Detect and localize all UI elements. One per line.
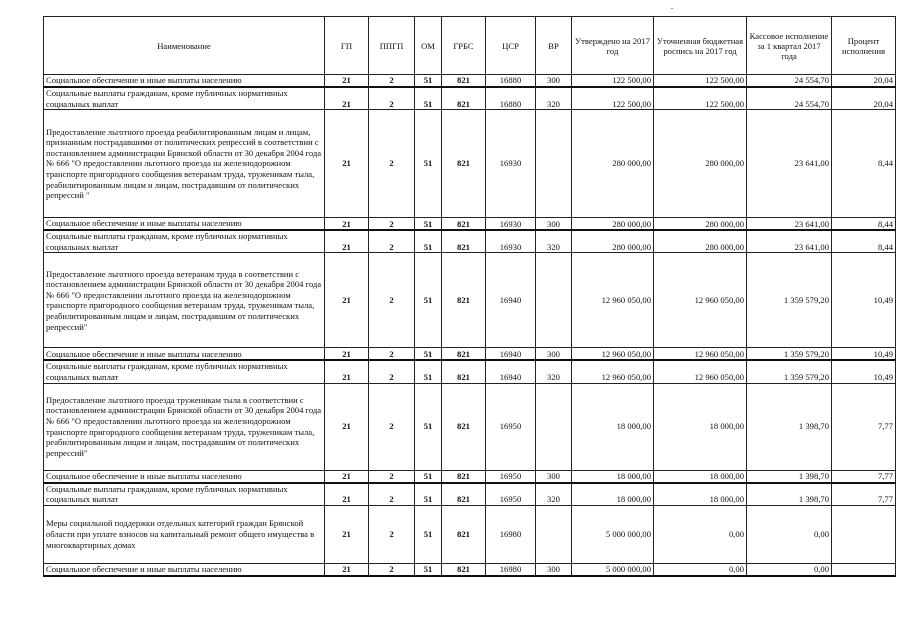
cell-grbs: 821 — [442, 348, 486, 361]
cell-vr — [536, 383, 572, 470]
cell-revised: 280 000,00 — [654, 218, 747, 231]
cell-cash: 1 359 579,20 — [747, 360, 832, 383]
cell-gp: 21 — [325, 505, 369, 563]
cell-om: 51 — [415, 360, 442, 383]
cell-om: 51 — [415, 563, 442, 576]
column-header-gp: ГП — [325, 17, 369, 75]
table-row — [44, 230, 896, 253]
cell-revised: 122 500,00 — [654, 87, 747, 110]
cell-percent: 8,44 — [832, 110, 896, 218]
cell-csr: 16940 — [486, 360, 536, 383]
table-row — [44, 110, 896, 218]
cell-csr: 16930 — [486, 230, 536, 253]
cell-grbs: 821 — [442, 470, 486, 483]
cell-grbs: 821 — [442, 383, 486, 470]
cell-gp: 21 — [325, 348, 369, 361]
table-row — [44, 563, 896, 576]
cell-revised: 0,00 — [654, 563, 747, 576]
table-row — [44, 505, 896, 563]
cell-cash: 1 359 579,20 — [747, 348, 832, 361]
cell-approved: 5 000 000,00 — [572, 505, 654, 563]
cell-vr — [536, 253, 572, 348]
cell-vr: 300 — [536, 218, 572, 231]
cell-om: 51 — [415, 348, 442, 361]
column-header-percent: Процент исполнения — [832, 17, 896, 75]
cell-cash: 0,00 — [747, 505, 832, 563]
cell-percent — [832, 563, 896, 576]
cell-vr: 320 — [536, 87, 572, 110]
table-row — [44, 483, 896, 506]
table-row — [44, 348, 896, 361]
cell-approved: 122 500,00 — [572, 75, 654, 88]
cell-percent: 7,77 — [832, 470, 896, 483]
column-header-revised: Уточненная бюджетная роспись на 2017 год — [654, 17, 747, 75]
cell-om: 51 — [415, 230, 442, 253]
cell-csr: 16880 — [486, 87, 536, 110]
column-header-ppgp: ППГП — [369, 17, 415, 75]
cell-approved: 280 000,00 — [572, 218, 654, 231]
table-row — [44, 218, 896, 231]
cell-csr: 16950 — [486, 483, 536, 506]
cell-cash: 1 359 579,20 — [747, 253, 832, 348]
column-header-approved: Утверждено на 2017 год — [572, 17, 654, 75]
cell-csr: 16980 — [486, 563, 536, 576]
cell-ppgp: 2 — [369, 110, 415, 218]
cell-approved: 12 960 050,00 — [572, 360, 654, 383]
cell-ppgp: 2 — [369, 563, 415, 576]
header-row — [44, 17, 896, 75]
cell-om: 51 — [415, 383, 442, 470]
table-row — [44, 470, 896, 483]
cell-ppgp: 2 — [369, 230, 415, 253]
table-row — [44, 253, 896, 348]
cell-vr — [536, 110, 572, 218]
cell-cash: 24 554,70 — [747, 75, 832, 88]
cell-approved: 12 960 050,00 — [572, 348, 654, 361]
column-header-cash: Кассовое исполнение за 1 квартал 2017 года — [747, 17, 832, 75]
cell-grbs: 821 — [442, 218, 486, 231]
cell-approved: 18 000,00 — [572, 470, 654, 483]
budget-execution-table — [43, 16, 896, 577]
cell-approved: 280 000,00 — [572, 230, 654, 253]
cell-vr: 320 — [536, 483, 572, 506]
cell-cash: 1 398,70 — [747, 470, 832, 483]
cell-approved: 18 000,00 — [572, 383, 654, 470]
cell-gp: 21 — [325, 563, 369, 576]
cell-cash: 1 398,70 — [747, 483, 832, 506]
cell-gp: 21 — [325, 483, 369, 506]
cell-approved: 18 000,00 — [572, 483, 654, 506]
cell-name: Предоставление льготного проезда труженикам тыла в соответствии с постановлением администрации Брянской области от 30 декабря 2004 года № 666 "О предоставлении льготного проезда на железнодорожном транспорте пригородного сообщения ветеранам труда, труженикам тыла, реабилитированным лицам и лицам, пострадавшим от политических репрессий" — [44, 383, 325, 470]
column-header-csr: ЦСР — [486, 17, 536, 75]
cell-revised: 12 960 050,00 — [654, 360, 747, 383]
cell-name: Социальное обеспечение и иные выплаты населению — [44, 563, 325, 576]
cell-cash: 23 641,00 — [747, 110, 832, 218]
cell-name: Предоставление льготного проезда ветеранам труда в соответствии с постановлением администрации Брянской области от 30 декабря 2004 года № 666 "О предоставлении льготного проезда на железнодорожном транспорте пригородного сообщения ветеранам труда, труженикам тыла, реабилитированным лицам и лицам, пострадавшим от политических репрессий" — [44, 253, 325, 348]
cell-vr: 300 — [536, 470, 572, 483]
cell-cash: 23 641,00 — [747, 230, 832, 253]
cell-grbs: 821 — [442, 87, 486, 110]
cell-ppgp: 2 — [369, 470, 415, 483]
cell-grbs: 821 — [442, 360, 486, 383]
table-row — [44, 75, 896, 88]
cell-ppgp: 2 — [369, 87, 415, 110]
cell-revised: 0,00 — [654, 505, 747, 563]
cell-vr: 320 — [536, 230, 572, 253]
cell-csr: 16940 — [486, 348, 536, 361]
cell-ppgp: 2 — [369, 383, 415, 470]
cell-approved: 12 960 050,00 — [572, 253, 654, 348]
cell-ppgp: 2 — [369, 253, 415, 348]
column-header-grbs: ГРБС — [442, 17, 486, 75]
cell-name: Социальные выплаты гражданам, кроме публичных нормативных социальных выплат — [44, 483, 325, 506]
cell-gp: 21 — [325, 253, 369, 348]
cell-vr: 300 — [536, 563, 572, 576]
cell-name: Социальное обеспечение и иные выплаты населению — [44, 348, 325, 361]
cell-name: Социальное обеспечение и иные выплаты населению — [44, 218, 325, 231]
cell-csr: 16950 — [486, 383, 536, 470]
cell-ppgp: 2 — [369, 348, 415, 361]
cell-grbs: 821 — [442, 110, 486, 218]
cell-csr: 16880 — [486, 75, 536, 88]
cell-gp: 21 — [325, 75, 369, 88]
cell-approved: 280 000,00 — [572, 110, 654, 218]
cell-approved: 5 000 000,00 — [572, 563, 654, 576]
cell-grbs: 821 — [442, 253, 486, 348]
cell-gp: 21 — [325, 218, 369, 231]
cell-ppgp: 2 — [369, 483, 415, 506]
cell-csr: 16930 — [486, 110, 536, 218]
cell-percent: 20,04 — [832, 87, 896, 110]
cell-vr — [536, 505, 572, 563]
cell-gp: 21 — [325, 110, 369, 218]
cell-gp: 21 — [325, 470, 369, 483]
cell-percent: 10,49 — [832, 253, 896, 348]
cell-name: Социальное обеспечение и иные выплаты населению — [44, 75, 325, 88]
cell-vr: 320 — [536, 360, 572, 383]
cell-name: Предоставление льготного проезда реабилитированным лицам и лицам, признанным пострадавшими от политических репрессий в соответствии с постановлением администрации Брянской области от 30 декабря 2004 года № 666 "О предоставлении льготного проезда на железнодорожном транспорте пригородного сообщения ветеранам труда, труженикам тыла, реабилитированным лицам и лицам, пострадавшим от политических репрессий " — [44, 110, 325, 218]
cell-percent: 10,49 — [832, 360, 896, 383]
cell-ppgp: 2 — [369, 75, 415, 88]
cell-percent — [832, 505, 896, 563]
cell-cash: 0,00 — [747, 563, 832, 576]
cell-ppgp: 2 — [369, 218, 415, 231]
cell-revised: 280 000,00 — [654, 110, 747, 218]
cell-gp: 21 — [325, 230, 369, 253]
column-header-om: ОМ — [415, 17, 442, 75]
cell-percent: 10,49 — [832, 348, 896, 361]
cell-percent: 8,44 — [832, 230, 896, 253]
cell-revised: 280 000,00 — [654, 230, 747, 253]
cell-vr: 300 — [536, 75, 572, 88]
cell-name: Меры социальной поддержки отдельных категорий граждан Брянской области при уплате взносов на капитальный ремонт общего имущества в многоквартирных домах — [44, 505, 325, 563]
cell-cash: 1 398,70 — [747, 383, 832, 470]
cell-percent: 8,44 — [832, 218, 896, 231]
cell-ppgp: 2 — [369, 505, 415, 563]
cell-gp: 21 — [325, 383, 369, 470]
column-header-vr: ВР — [536, 17, 572, 75]
cell-revised: 12 960 050,00 — [654, 253, 747, 348]
table-row — [44, 383, 896, 470]
cell-ppgp: 2 — [369, 360, 415, 383]
cell-revised: 18 000,00 — [654, 483, 747, 506]
cell-csr: 16940 — [486, 253, 536, 348]
cell-name: Социальные выплаты гражданам, кроме публичных нормативных социальных выплат — [44, 87, 325, 110]
cell-om: 51 — [415, 87, 442, 110]
cell-csr: 16950 — [486, 470, 536, 483]
cell-om: 51 — [415, 483, 442, 506]
cell-grbs: 821 — [442, 505, 486, 563]
cell-approved: 122 500,00 — [572, 87, 654, 110]
cell-revised: 12 960 050,00 — [654, 348, 747, 361]
cell-grbs: 821 — [442, 230, 486, 253]
cell-grbs: 821 — [442, 75, 486, 88]
table-row — [44, 360, 896, 383]
cell-revised: 18 000,00 — [654, 470, 747, 483]
cell-om: 51 — [415, 253, 442, 348]
cell-om: 51 — [415, 110, 442, 218]
cell-name: Социальные выплаты гражданам, кроме публичных нормативных социальных выплат — [44, 360, 325, 383]
cell-percent: 7,77 — [832, 483, 896, 506]
cell-percent: 20,04 — [832, 75, 896, 88]
cell-om: 51 — [415, 505, 442, 563]
cell-name: Социальное обеспечение и иные выплаты населению — [44, 470, 325, 483]
cell-grbs: 821 — [442, 483, 486, 506]
cell-name: Социальные выплаты гражданам, кроме публичных нормативных социальных выплат — [44, 230, 325, 253]
cell-cash: 23 641,00 — [747, 218, 832, 231]
table-row — [44, 87, 896, 110]
cell-revised: 122 500,00 — [654, 75, 747, 88]
cell-om: 51 — [415, 75, 442, 88]
cell-percent: 7,77 — [832, 383, 896, 470]
cell-gp: 21 — [325, 87, 369, 110]
column-header-name: Наименование — [44, 17, 325, 75]
cell-om: 51 — [415, 218, 442, 231]
cell-gp: 21 — [325, 360, 369, 383]
cell-revised: 18 000,00 — [654, 383, 747, 470]
cell-om: 51 — [415, 470, 442, 483]
cell-csr: 16930 — [486, 218, 536, 231]
scan-speck — [671, 8, 673, 9]
cell-cash: 24 554,70 — [747, 87, 832, 110]
cell-grbs: 821 — [442, 563, 486, 576]
cell-csr: 16980 — [486, 505, 536, 563]
cell-vr: 300 — [536, 348, 572, 361]
